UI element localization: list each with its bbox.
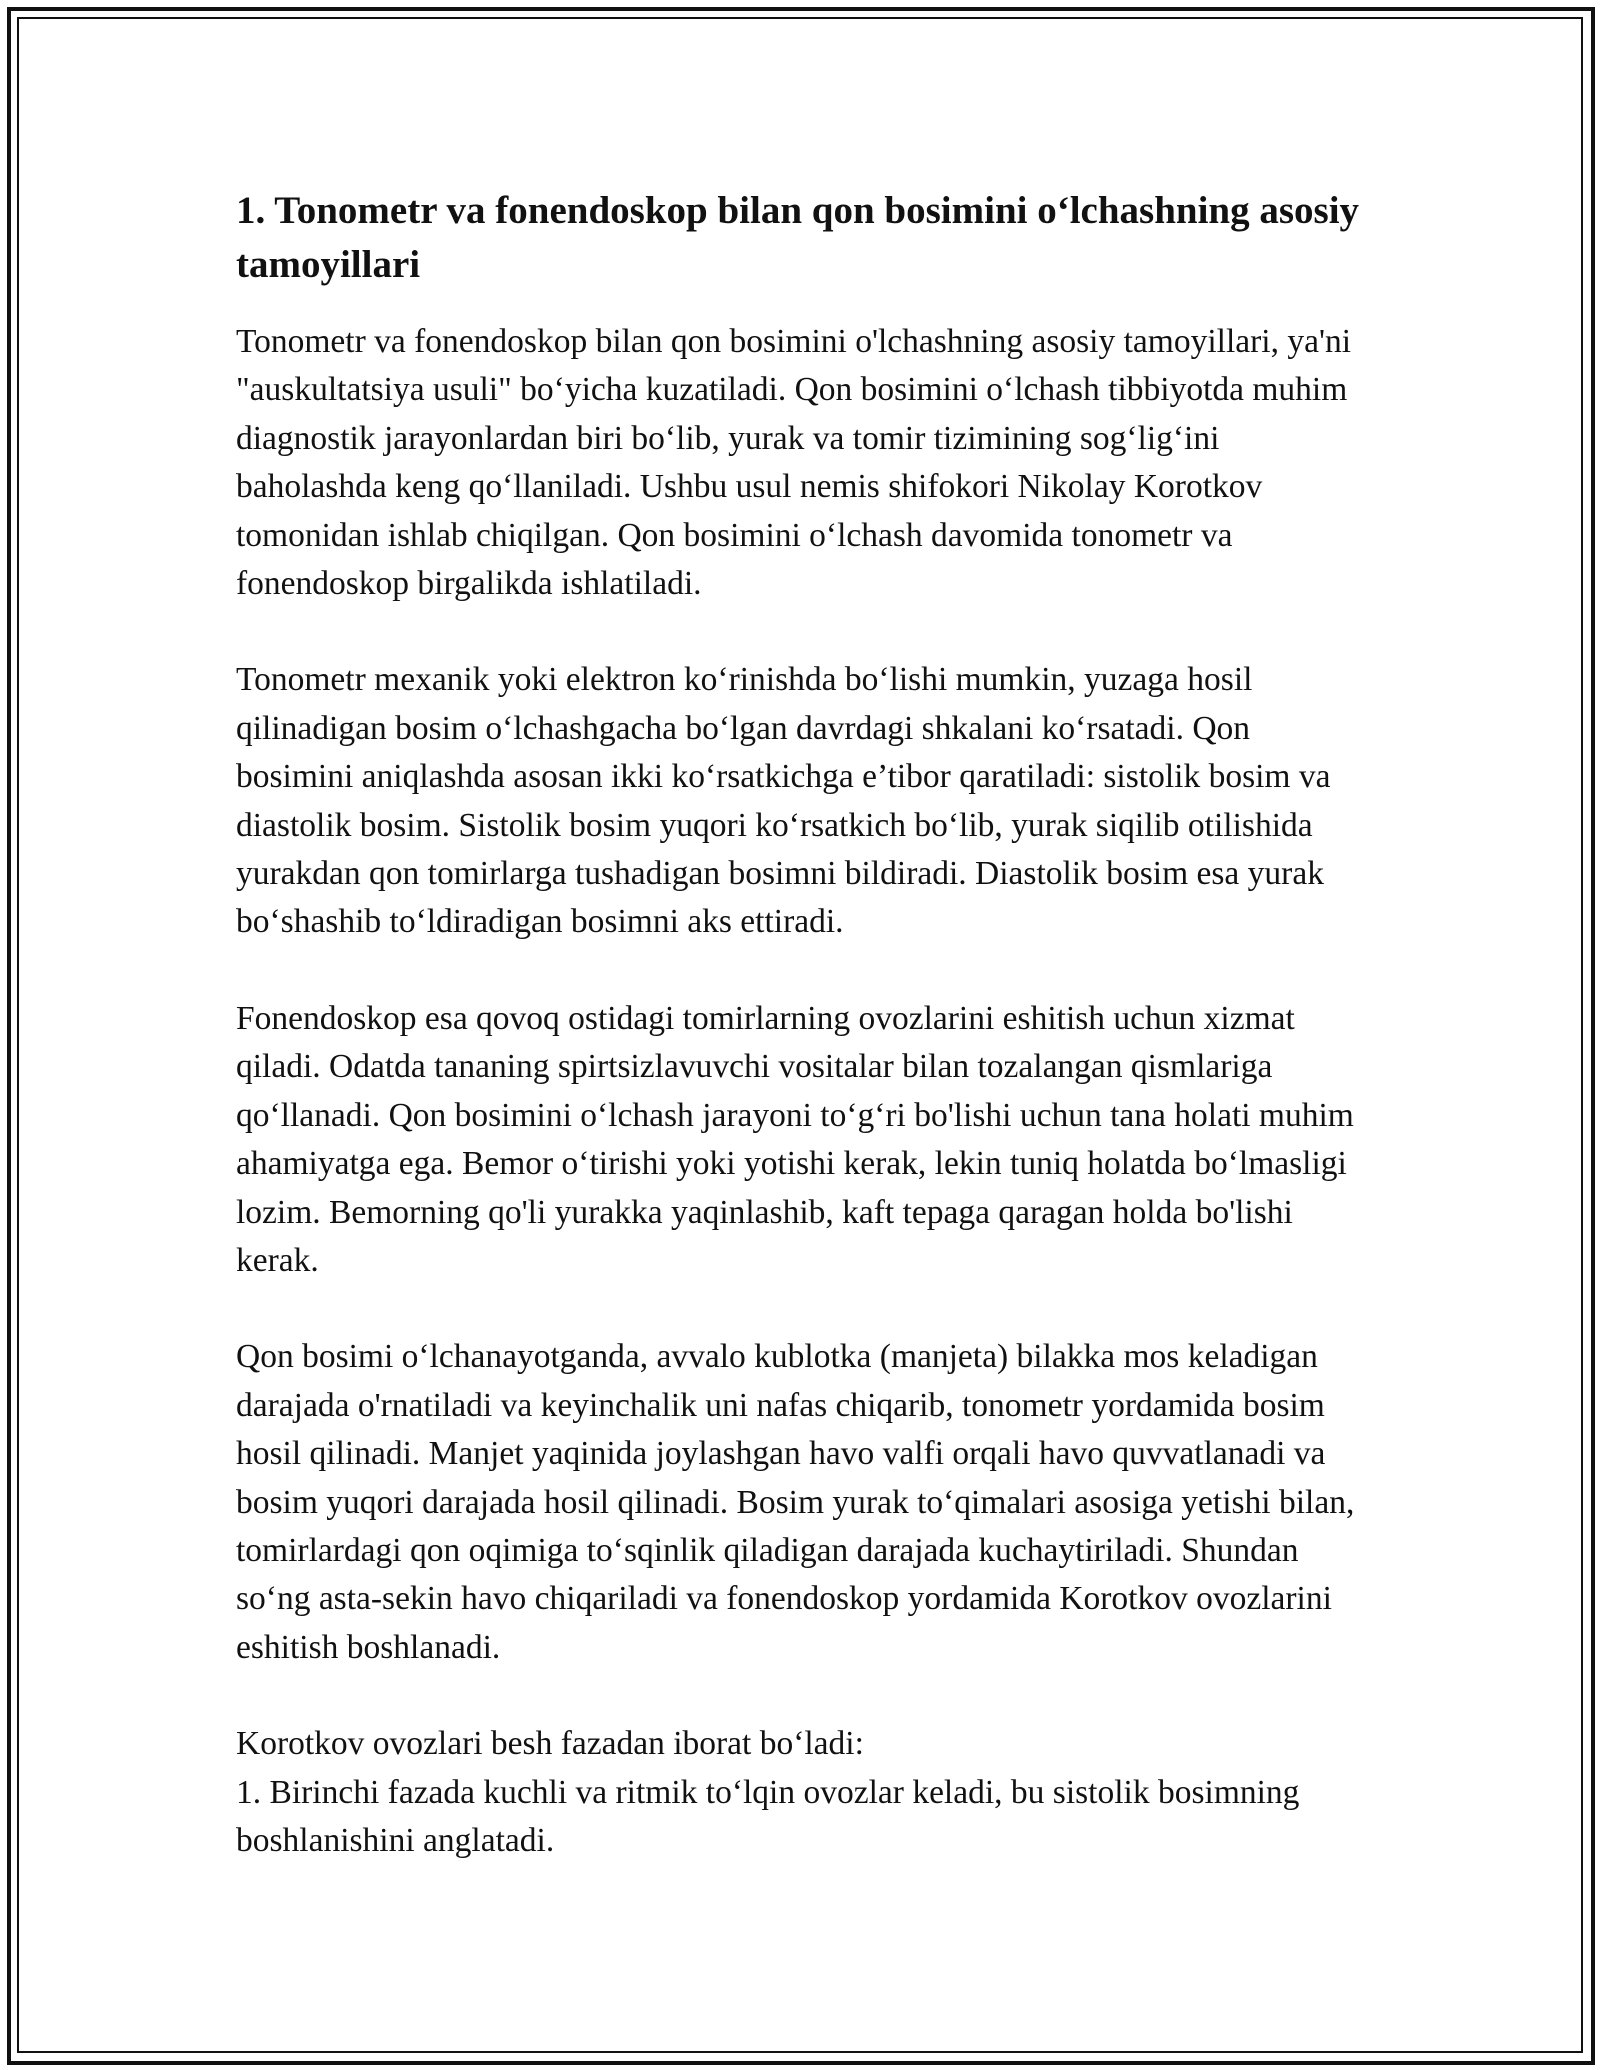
document-body [236,184,1366,1865]
paragraph-procedure: Qon bosimi o‘lchanayotganda, avvalo kublotka (manjeta) bilakka mos keladigan darajada o'rnatiladi va keyinchalik uni nafas chiqarib, tonometr yordamida bosim hosil qilinadi. Manjet yaqinida joylashgan havo valfi orqali havo quvvatlanadi va bosim yuqori darajada hosil qilinadi. Bosim yurak to‘qimalari asosiga yetishi bilan, tomirlardagi qon oqimiga to‘sqinlik qiladigan darajada kuchaytiriladi. Shundan so‘ng asta-sekin havo chiqariladi va fonendoskop yordamida Korotkov ovozlarini eshitish boshlanadi. [236,1338,1355,1666]
paragraph-fonendoskop: Fonendoskop esa qovoq ostidagi tomirlarning ovozlarini eshitish uchun xizmat qiladi. Odatda tananing spirtsizlavuvchi vositalar bilan tozalangan qismlariga qo‘llanadi. Qon bosimini o‘lchash jarayoni to‘g‘ri bo'lishi uchun tana holati muhim ahamiyatga ega. Bemor o‘tirishi yoki yotishi kerak, lekin tuniq holatda bo‘lmasligi lozim. Bemorning qo'li yurakka yaqinlashib, kaft tepaga qaragan holda bo'lishi kerak. [236,999,1354,1279]
list-item: 1. Birinchi fazada kuchli va ritmik to‘lqin ovozlar keladi, bu sistolik bosimning boshlanishini anglatadi. [236,1773,1300,1859]
section-heading: 1. Tonometr va fonendoskop bilan qon bosimini o‘lchashning asosiy tamoyillari [236,189,1360,286]
paragraph-tonometr: Tonometr mexanik yoki elektron ko‘rinishda bo‘lishi mumkin, yuzaga hosil qilinadigan bosim o‘lchashgacha bo‘lgan davrdagi shkalani ko‘rsatadi. Qon bosimini aniqlashda asosan ikki ko‘rsatkichga e’tibor qaratiladi: sistolik bosim va diastolik bosim. Sistolik bosim yuqori ko‘rsatkich bo‘lib, yurak siqilib otilishida yurakdan qon tomirlarga tushadigan bosimni bildiradi. Diastolik bosim esa yurak bo‘shashib to‘ldiradigan bosimni aks ettiradi. [236,661,1331,941]
list-intro: Korotkov ovozlari besh fazadan iborat bo‘ladi: [236,1725,864,1763]
paragraph-intro: Tonometr va fonendoskop bilan qon bosimini o'lchashning asosiy tamoyillari, ya'ni "auskultatsiya usuli" bo‘yicha kuzatiladi. Qon bosimini o‘lchash tibbiyotda muhim diagnostik jarayonlardan biri bo‘lib, yurak va tomir tizimining sog‘lig‘ini baholashda keng qo‘llaniladi. Ushbu usul nemis shifokori Nikolay Korotkov tomonidan ishlab chiqilgan. Qon bosimini o‘lchash davomida tonometr va fonendoskop birgalikda ishlatiladi. [236,323,1352,603]
